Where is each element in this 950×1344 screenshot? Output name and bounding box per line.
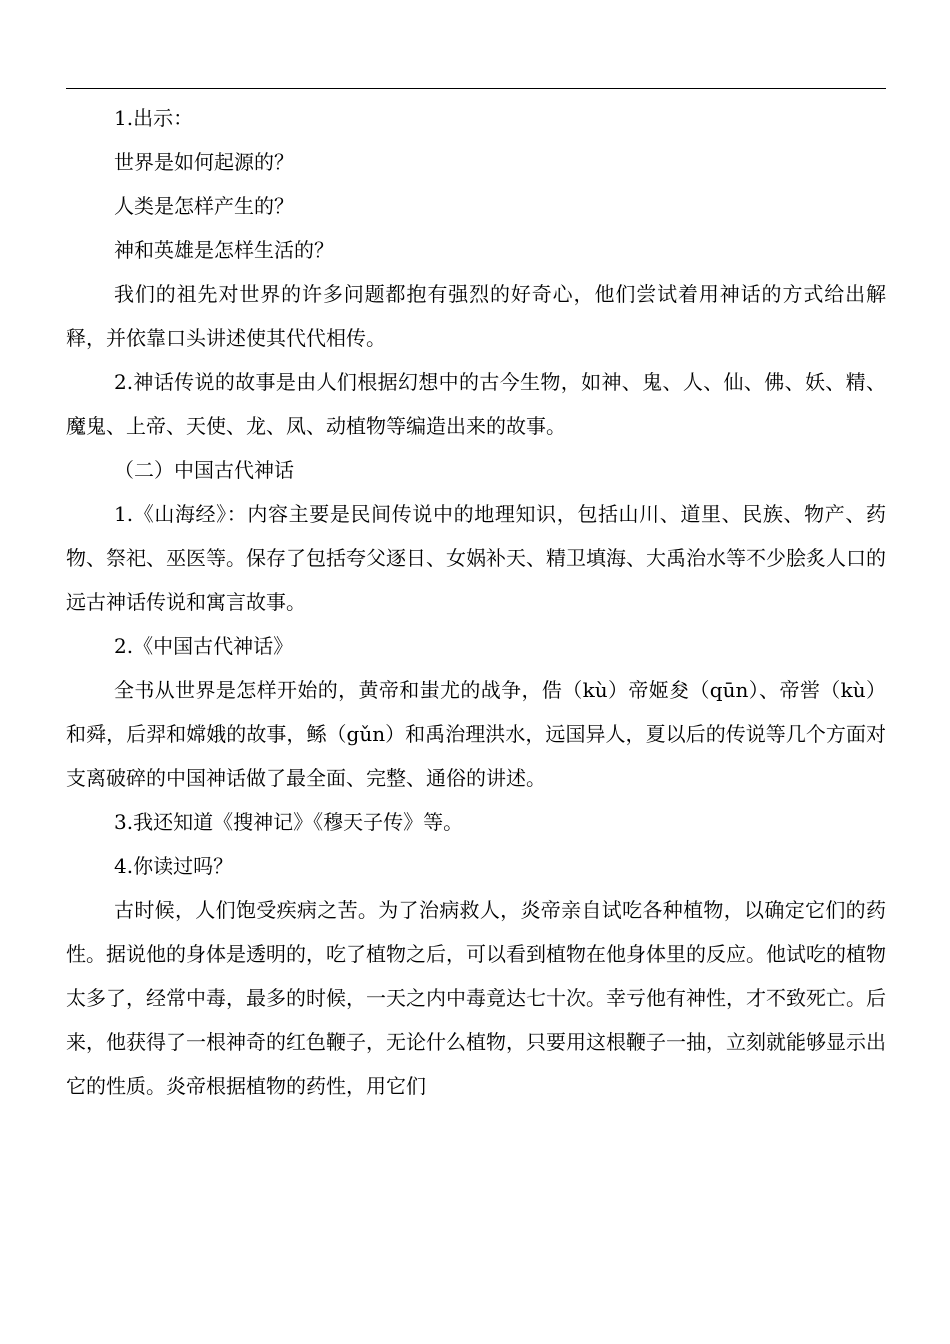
paragraph-question-humans: 人类是怎样产生的？ [114,194,294,218]
paragraph-shanhaijing: 1.《山海经》：内容主要是民间传说中的地理知识，包括山川、道里、民族、物产、药物、祭祀、巫医等。保存了包括夸父逐日、女娲补天、精卫填海、大禹治水等不少脍炙人口的远古神话传说和寓言故事。 [66,502,886,614]
section-heading-chinese-myths: （二）中国古代神话 [114,458,294,482]
paragraph-have-you-read: 4.你读过吗？ [114,854,234,878]
header-rule [66,88,886,89]
paragraph-other-books: 3.我还知道《搜神记》《穆天子传》等。 [114,810,464,834]
paragraph-yandi-story: 古时候，人们饱受疾病之苦。为了治病救人，炎帝亲自试吃各种植物，以确定它们的药性。据说他的身体是透明的，吃了植物之后，可以看到植物在他身体里的反应。他试吃的植物太多了，经常中毒，最多的时候，一天之内中毒竟达七十次。幸亏他有神性，才不致死亡。后来，他获得了一根神奇的红色鞭子，无论什么植物，只要用这根鞭子一抽，立刻就能够显示出它的性质。炎帝根据植物的药性，用它们 [66,898,886,1098]
paragraph-show-label: 1.出示： [114,106,194,130]
paragraph-book-title: 2.《中国古代神话》 [114,634,294,658]
paragraph-ancestors: 我们的祖先对世界的许多问题都抱有强烈的好奇心，他们尝试着用神话的方式给出解释，并依靠口头讲述使其代代相传。 [66,282,886,350]
paragraph-book-summary: 全书从世界是怎样开始的，黄帝和蚩尤的战争，俈（kù）帝姬夋（qūn）、帝喾（kù）和舜，后羿和嫦娥的故事，鲧（gǔn）和禹治理洪水，远国异人，夏以后的传说等几个方面对支离破碎的中国神话做了最全面、完整、通俗的讲述。 [66,678,886,790]
paragraph-question-gods: 神和英雄是怎样生活的？ [114,238,334,262]
paragraph-myth-definition: 2.神话传说的故事是由人们根据幻想中的古今生物，如神、鬼、人、仙、佛、妖、精、魔鬼、上帝、天使、龙、凤、动植物等编造出来的故事。 [66,370,886,438]
paragraph-question-world: 世界是如何起源的？ [114,150,294,174]
document-body [66,96,886,1108]
